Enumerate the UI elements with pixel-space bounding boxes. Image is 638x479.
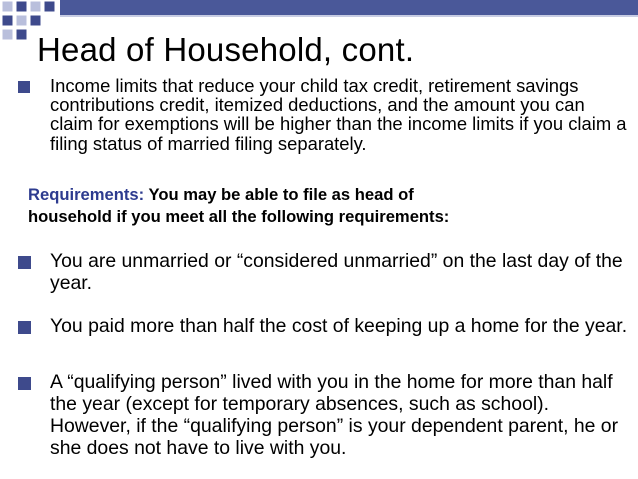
requirement-bullet-home-cost	[18, 315, 628, 337]
requirements-label: Requirements:	[28, 185, 145, 204]
requirements-line-1: You may be able to file as head of	[148, 185, 414, 204]
requirement-text: You are unmarried or “considered unmarried” on the last day of the year.	[50, 250, 623, 294]
intro-bullet-text: Income limits that reduce your child tax credit, retirement savings contributions credit, itemized deductions, and the amount you can claim for exemptions will be higher than the income limits if you claim a filing status of married filing separately.	[50, 75, 627, 154]
square-bullet-icon	[18, 256, 31, 269]
slide-title: Head of Household, cont.	[37, 31, 415, 68]
requirement-text: A “qualifying person” lived with you in the home for more than half the year (except for temporary absences, such as school). However, if the “qualifying person” is your dependent parent, he or she does not have to live with you.	[50, 371, 619, 459]
requirements-heading	[28, 184, 628, 228]
square-bullet-icon	[18, 321, 31, 334]
requirement-bullet-unmarried	[18, 250, 628, 294]
square-bullet-icon	[18, 377, 31, 390]
requirement-bullet-qualifying-person	[18, 371, 628, 459]
requirement-text: You paid more than half the cost of keeping up a home for the year.	[50, 315, 628, 337]
intro-bullet	[18, 76, 628, 153]
square-bullet-icon	[18, 81, 30, 93]
requirements-line-2: household if you meet all the following requirements:	[28, 207, 450, 226]
